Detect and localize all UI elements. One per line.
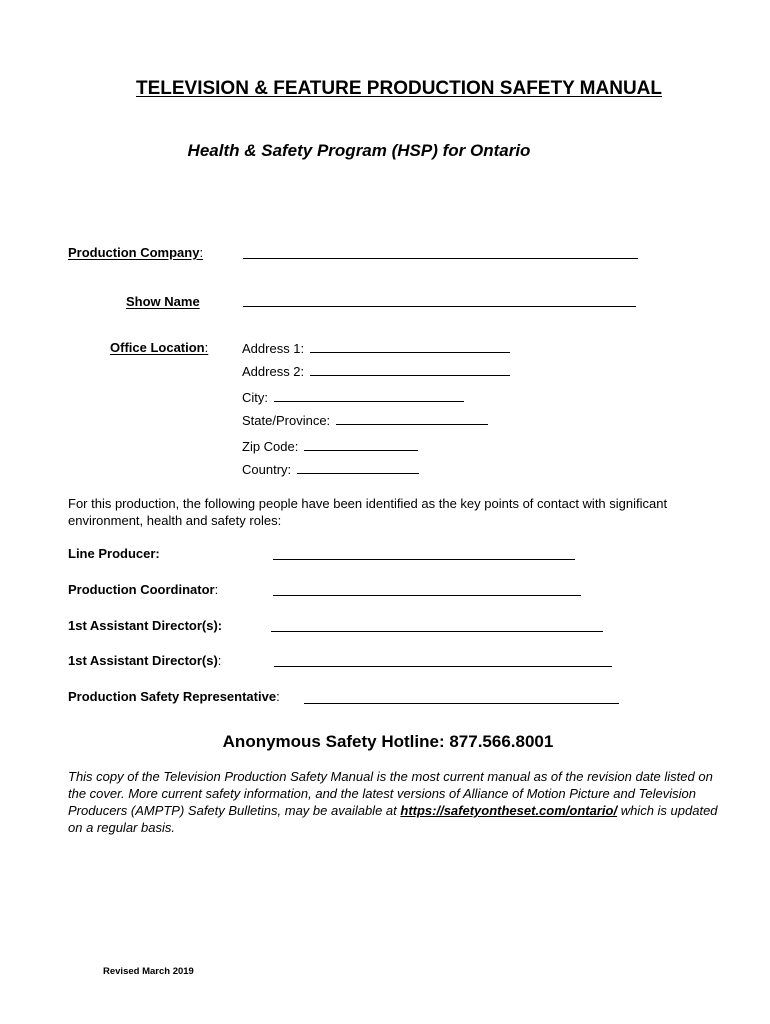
address-2-row [242, 364, 510, 379]
address-2-label: Address 2: [242, 364, 305, 379]
state-province-field[interactable] [336, 424, 488, 425]
address-1-label: Address 1: [242, 341, 305, 356]
first-ad-field-2[interactable] [274, 666, 612, 667]
production-safety-rep-field[interactable] [304, 703, 619, 704]
address-1-row [242, 341, 510, 356]
city-row [242, 390, 464, 405]
show-name-field[interactable] [243, 306, 636, 307]
production-coordinator-label: Production Coordinator: [68, 582, 219, 597]
state-province-row [242, 413, 488, 428]
document-subtitle: Health & Safety Program (HSP) for Ontario [187, 141, 531, 160]
zip-code-label: Zip Code: [242, 439, 299, 454]
country-field[interactable] [297, 473, 419, 474]
address-2-field[interactable] [310, 375, 510, 376]
contacts-intro: For this production, the following people have been identified as the key points of contact with significant environment, health and safety roles: [68, 496, 668, 528]
office-location-label: Office Location: [110, 340, 209, 355]
line-producer-label: Line Producer: [68, 546, 160, 561]
safety-website-link[interactable]: https://safetyontheset.com/ontario/ [400, 803, 618, 818]
line-producer-field[interactable] [273, 559, 575, 560]
first-ad-field-1[interactable] [271, 631, 603, 632]
country-label: Country: [242, 462, 292, 477]
zip-code-row [242, 439, 418, 454]
safety-hotline: Anonymous Safety Hotline: 877.566.8001 [222, 732, 554, 751]
address-1-field[interactable] [310, 352, 510, 353]
first-ad-label-2: 1st Assistant Director(s): [68, 653, 222, 668]
document-title: TELEVISION & FEATURE PRODUCTION SAFETY MANUAL [135, 78, 663, 99]
first-ad-label-1: 1st Assistant Director(s): [68, 618, 223, 633]
manual-note: This copy of the Television Production Safety Manual is the most current manual as of the revision date listed on the cover. More current safety information, and the latest versions of Alliance of Motion Picture and Television Producers (AMPTP) Safety Bulletins, may be available at https://safetyontheset.com/ontario/ which is updated on a regular basis. [68, 769, 718, 835]
production-company-label: Production Company: [68, 245, 204, 260]
city-field[interactable] [274, 401, 464, 402]
state-province-label: State/Province: [242, 413, 331, 428]
country-row [242, 462, 419, 477]
city-label: City: [242, 390, 268, 405]
production-company-field[interactable] [243, 258, 638, 259]
production-coordinator-field[interactable] [273, 595, 581, 596]
revision-date: Revised March 2019 [103, 966, 194, 977]
production-safety-rep-label: Production Safety Representative: [68, 689, 280, 704]
zip-code-field[interactable] [304, 450, 418, 451]
show-name-label: Show Name [126, 294, 200, 309]
